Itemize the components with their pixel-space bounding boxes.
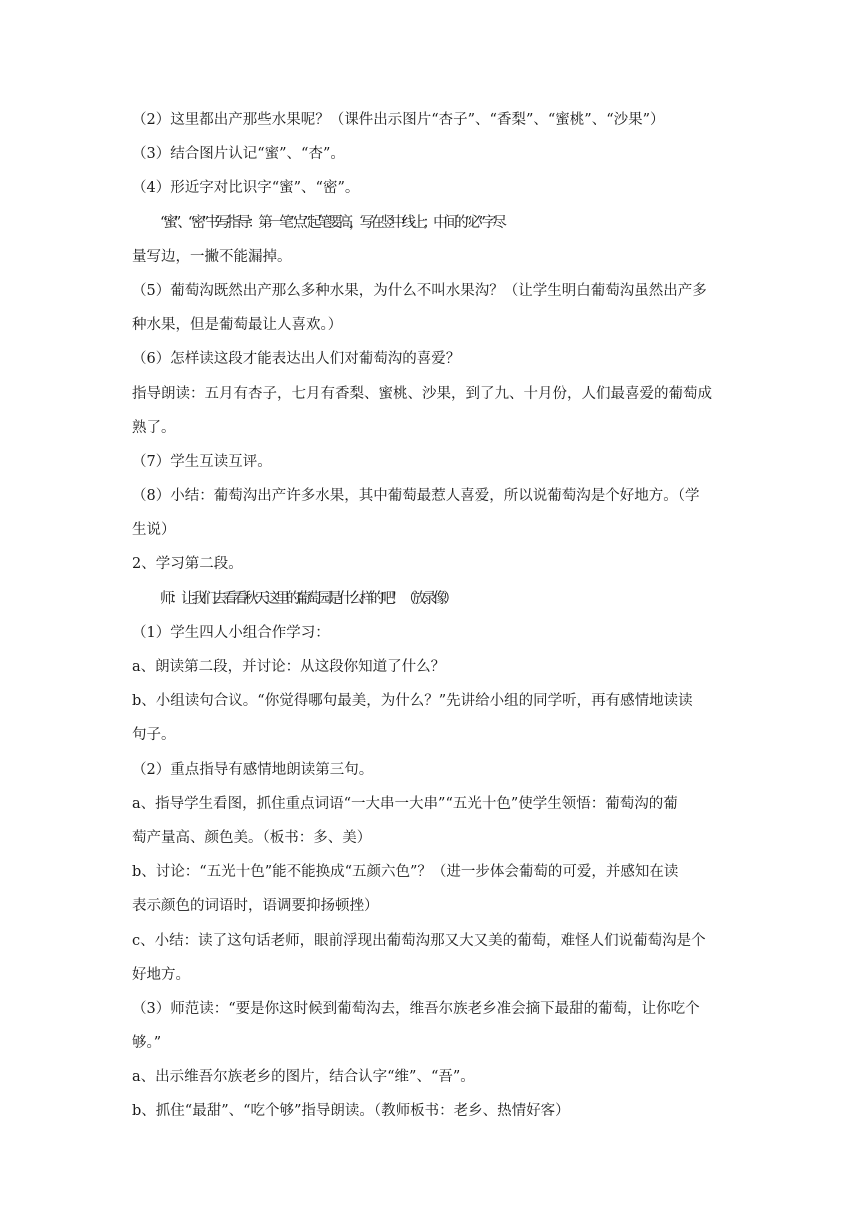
text-line: 句子。 [132, 727, 176, 744]
text-line: b、小组读句合议。“你觉得哪句最美，为什么？”先讲给小组的同学听，再有感情地读读 [132, 693, 693, 710]
text-line: 熟了。 [132, 419, 176, 436]
text-line: 好地方。 [132, 966, 190, 983]
text-line: “蜜”、“密” 书写指导：第一笔“点”起笔要高，写在竖中线上；中间的“必”字尽 [160, 214, 503, 231]
text-line: 师：让我们去看看秋天这里的葡萄园是什么样的吧！（放录像） [160, 590, 454, 607]
text-line: c、小结：读了这句话老师，眼前浮现出葡萄沟那又大又美的葡萄，难怪人们说葡萄沟是个 [132, 932, 706, 949]
text-line: a、出示维吾尔族老乡的图片，结合认字“维”、“吾”。 [132, 1069, 475, 1086]
text-line: a、指导学生看图，抓住重点词语“一大串一大串”“五光十色”使学生领悟：葡萄沟的葡 [132, 795, 678, 812]
text-line: b、抓住“最甜”、“吃个够”指导朗读。（教师板书：老乡、热情好客） [132, 1103, 570, 1120]
text-line: 萄产量高、颜色美。（板书：多、美） [132, 829, 372, 846]
text-line: （3）结合图片认记“蜜”、“杏”。 [132, 146, 345, 163]
text-line: 表示颜色的词语时，语调要抑扬顿挫） [132, 898, 379, 915]
section-heading: 2、学习第二段。 [132, 556, 243, 573]
text-line: 指导朗读：五月有杏子，七月有香梨、蜜桃、沙果，到了九、十月份，人们最喜爱的葡萄成 [132, 385, 712, 402]
text-line: b、讨论：“五光十色”能不能换成“五颜六色”？（进一步体会葡萄的可爱，并感知在读 [132, 864, 679, 881]
text-line: 种水果，但是葡萄最让人喜欢。） [132, 317, 343, 334]
text-line: 够。” [132, 1035, 162, 1052]
text-line: （7）学生互读互评。 [132, 453, 272, 470]
text-line: （5）葡萄沟既然出产那么多种水果，为什么不叫水果沟？（让学生明白葡萄沟虽然出产多 [132, 282, 707, 299]
text-line: （4）形近字对比识字“蜜”、“密”。 [132, 180, 360, 197]
text-line: 生说） [132, 522, 176, 539]
document-body [132, 108, 732, 1134]
text-line: （2）这里都出产那些水果呢？（课件出示图片“杏子”、“香梨”、“蜜桃”、“沙果”） [132, 112, 665, 128]
text-line: a、朗读第二段，并讨论：从这段你知道了什么？ [132, 659, 446, 675]
text-line: （6）怎样读这段才能表达出人们对葡萄沟的喜爱？ [132, 351, 461, 368]
text-line: （2）重点指导有感情地朗读第三句。 [132, 761, 374, 778]
text-line: 量写边，一撇不能漏掉。 [132, 248, 292, 265]
text-line: （1）学生四人小组合作学习： [132, 624, 330, 641]
text-line: （3）师范读：“要是你这时候到葡萄沟去，维吾尔族老乡准会摘下最甜的葡萄，让你吃个 [132, 1000, 700, 1017]
text-line: （8）小结：葡萄沟出产许多水果，其中葡萄最惹人喜爱，所以说葡萄沟是个好地方。（学 [132, 488, 700, 505]
